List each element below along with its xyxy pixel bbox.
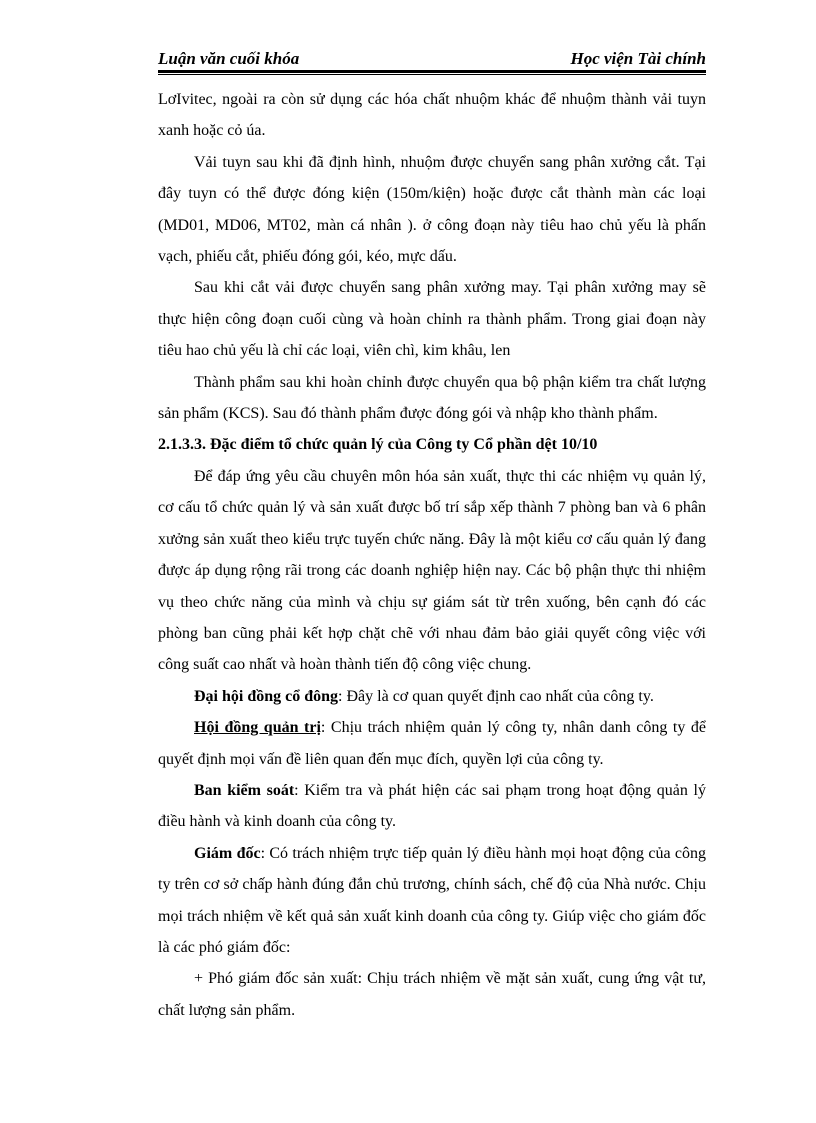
header-institution: Học viện Tài chính xyxy=(570,49,706,68)
definition-term: Ban kiểm soát xyxy=(194,781,295,799)
paragraph-cutting: Vải tuyn sau khi đã định hình, nhuộm được chuyển sang phân xưởng cắt. Tại đây tuyn có thể được đóng kiện (150m/kiện) hoặc được cắt thành màn các loại (MD01, MD06, MT02, màn cá nhân ). ở công đoạn này tiêu hao chủ yếu là phấn vạch, phiếu cắt, phiếu đóng gói, kéo, mực dấu. xyxy=(158,153,706,266)
definition-term: Hội đồng quản trị xyxy=(194,719,321,737)
page-header xyxy=(158,48,706,72)
definition-text: : Kiểm tra và phát hiện các sai phạm trong hoạt động quản lý điều hành và kinh doanh của công ty. xyxy=(158,781,706,831)
definition-shareholders-meeting xyxy=(158,681,706,712)
definition-text: : Có trách nhiệm trực tiếp quản lý điều hành mọi hoạt động của công ty trên cơ sở chấp hành đúng đắn chủ trương, chính sách, chế độ của Nhà nước. Chịu mọi trách nhiệm về kết quả sản xuất kinh doanh của công ty. Giúp việc cho giám đốc là các phó giám đốc: xyxy=(158,844,707,956)
definition-term: Đại hội đồng cổ đông xyxy=(194,687,339,705)
definition-director xyxy=(158,838,706,964)
paragraph-deputy-director: + Phó giám đốc sản xuất: Chịu trách nhiệm về mặt sản xuất, cung ứng vật tư, chất lượng sản phẩm. xyxy=(158,970,706,1019)
paragraph-sewing: Sau khi cắt vải được chuyển sang phân xưởng may. Tại phân xưởng may sẽ thực hiện công đoạn cuối cùng và hoàn chỉnh ra thành phẩm. Trong giai đoạn này tiêu hao chủ yếu là chỉ các loại, viên chì, kim khâu, len xyxy=(158,279,706,360)
definition-supervisory-board xyxy=(158,775,706,838)
definition-term: Giám đốc xyxy=(194,844,261,862)
header-rule xyxy=(158,70,706,75)
definition-text: : Đây là cơ quan quyết định cao nhất của công ty. xyxy=(338,687,654,705)
definition-text: : Chịu trách nhiệm quản lý công ty, nhân danh công ty để quyết định mọi vấn đề liên quan đến mục đích, quyền lợi của công ty. xyxy=(158,719,706,768)
paragraph-organization: Để đáp ứng yêu cầu chuyên môn hóa sản xuất, thực thi các nhiệm vụ quản lý, cơ cấu tổ chức quản lý và sản xuất được bố trí sắp xếp thành 7 phòng ban và 6 phân xưởng sản xuất theo kiểu trực tuyến chức năng. Đây là một kiểu cơ cấu quản lý đang được áp dụng rộng rãi trong các doanh nghiệp hiện nay. Các bộ phận thực thi nhiệm vụ theo chức năng của mình và chịu sự giám sát từ trên xuống, bên cạnh đó các phòng ban cũng phải kết hợp chặt chẽ với nhau đảm bảo giải quyết công việc với công suất cao nhất và hoàn thành tiến độ công việc chung. xyxy=(158,467,706,674)
definition-board-of-directors xyxy=(158,712,706,775)
paragraph-quality-control: Thành phẩm sau khi hoàn chỉnh được chuyển qua bộ phận kiểm tra chất lượng sản phẩm (KCS). Sau đó thành phẩm được đóng gói và nhập kho thành phẩm. xyxy=(158,373,706,423)
document-body xyxy=(158,84,706,1026)
header-thesis-title: Luận văn cuối khóa xyxy=(158,49,300,68)
section-heading: 2.1.3.3. Đặc điểm tổ chức quản lý của Công ty Cổ phần dệt 10/10 xyxy=(158,436,598,454)
paragraph-dyeing: LơIvitec, ngoài ra còn sử dụng các hóa chất nhuộm khác để nhuộm thành vải tuyn xanh hoặc cỏ úa. xyxy=(158,91,706,140)
